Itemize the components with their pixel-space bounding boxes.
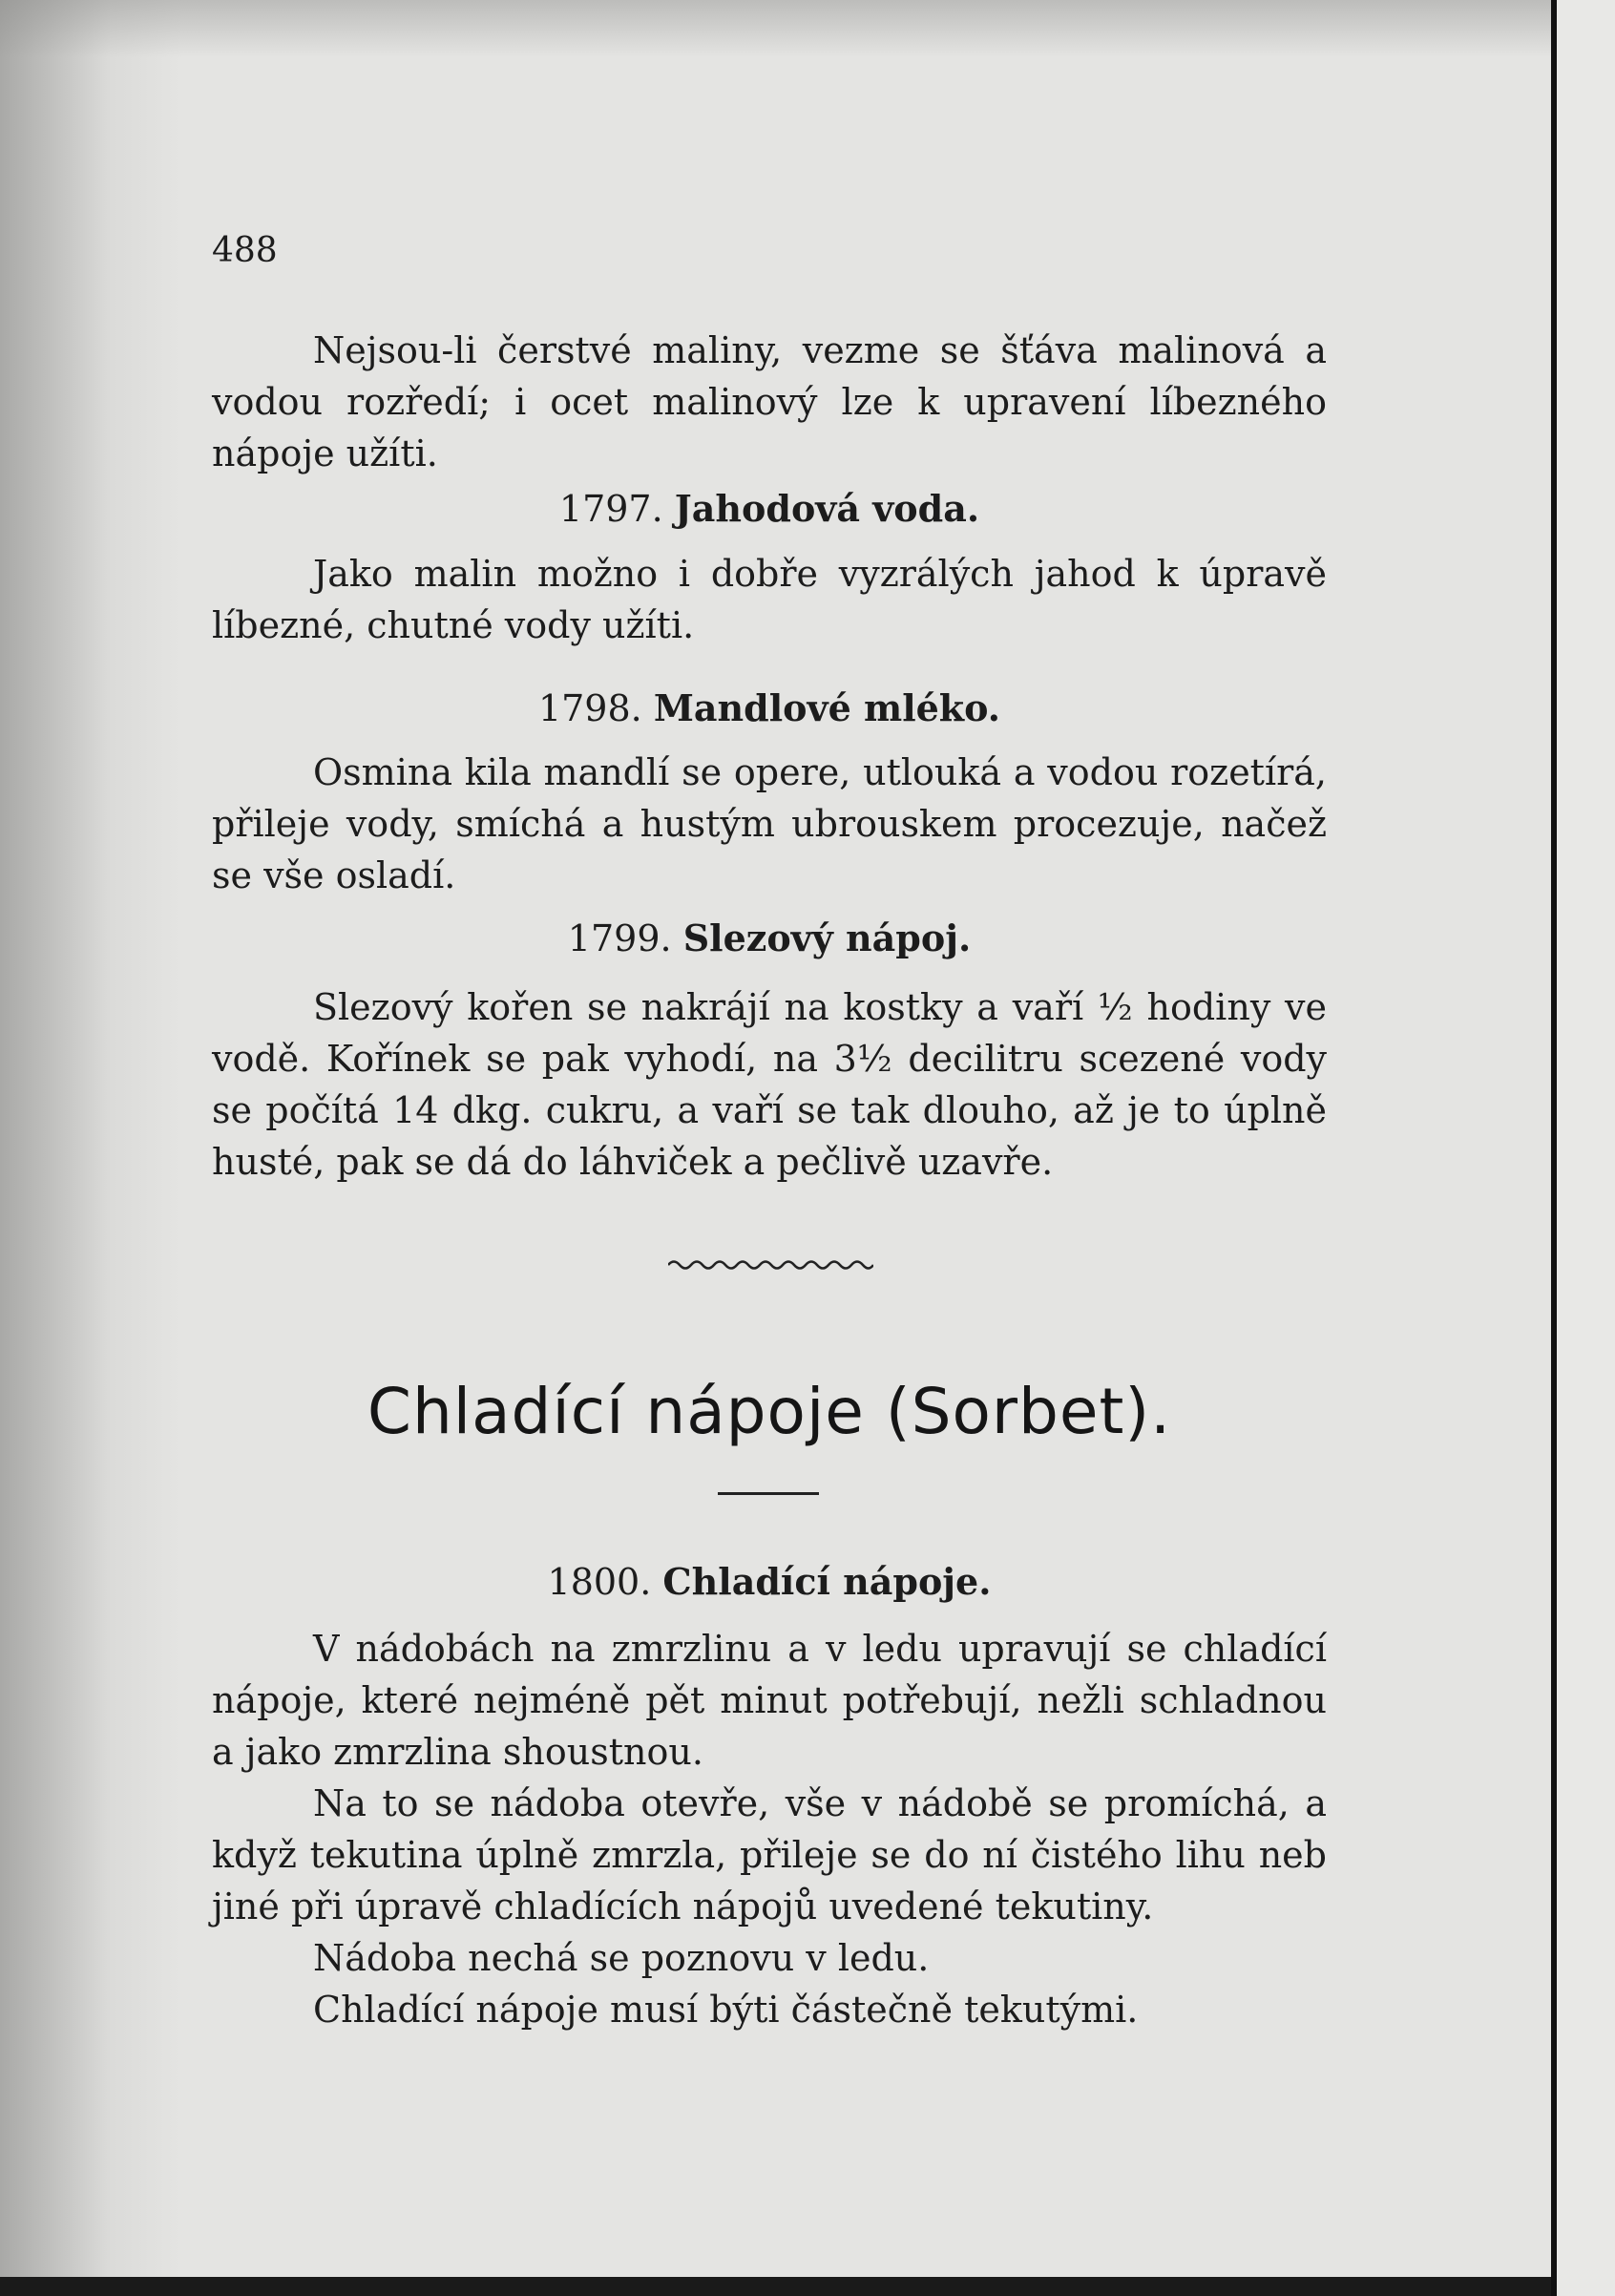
page-number: 488 <box>212 231 278 270</box>
recipe-1798-number: 1798. <box>537 687 642 729</box>
page-edge-right <box>1551 0 1615 2296</box>
recipe-1797-number: 1797. <box>558 488 663 530</box>
recipe-1798-heading <box>212 683 1327 734</box>
recipe-1800-body <box>212 1623 1327 2035</box>
recipe-1799-heading <box>212 913 1327 964</box>
intro-paragraph: Nejsou-li čerstvé maliny, vezme se šťáva malinová a vodou rozředí; i ocet malinový lze k upravení líbezného nápoje užíti. <box>212 329 1327 474</box>
recipe-1800-paragraph-1: V nádobách na zmrzlinu a v ledu upravují se chladící nápoje, které nejméně pět minut potřebují, nežli schladnou a jako zmrzlina shoustnou. <box>212 1628 1327 1773</box>
page-edge-rule <box>1551 0 1557 2296</box>
recipe-1797-body <box>212 548 1327 651</box>
recipe-1797-paragraph: Jako malin možno i dobře vyzrálých jahod k úpravě líbezné, chutné vody užíti. <box>212 553 1327 646</box>
intro-block <box>212 325 1327 479</box>
recipe-1799-paragraph: Slezový kořen se nakrájí na kostky a vaří ½ hodiny ve vodě. Kořínek se pak vyhodí, na 3½ decilitru scezené vody se počítá 14 dkg. cukru, a vaří se tak dlouho, až je to úplně husté, pak se dá do láhviček a pečlivě uzavře. <box>212 986 1327 1183</box>
recipe-1800-line-1: Nádoba nechá se poznovu v ledu. <box>313 1937 930 1979</box>
recipe-1798-title: Mandlové mléko. <box>653 686 1001 729</box>
recipe-1800-heading <box>212 1556 1327 1608</box>
recipe-1799-number: 1799. <box>567 917 672 959</box>
recipe-1799-body <box>212 981 1327 1188</box>
recipe-1799-title: Slezový nápoj. <box>682 916 972 959</box>
recipe-1797-heading <box>212 483 1327 535</box>
section-title: Chladící nápoje (Sorbet). <box>367 1375 1172 1448</box>
recipe-1797-title: Jahodová voda. <box>674 487 980 530</box>
recipe-1798-paragraph: Osmina kila mandlí se opere, utlouká a vodou rozetírá, přileje vody, smíchá a hustým ubrouskem procezuje, načež se vše osladí. <box>212 751 1327 896</box>
recipe-1800-paragraph-2: Na to se nádoba otevře, vše v nádobě se promíchá, a když tekutina úplně zmrzla, přileje se do ní čistého lihu neb jiné při úpravě chladících nápojů uvedené tekutiny. <box>212 1782 1327 1927</box>
recipe-1800-number: 1800. <box>547 1561 652 1603</box>
recipe-1798-body <box>212 747 1327 901</box>
section-divider-rule <box>718 1492 819 1495</box>
page-edge-bottom <box>0 2277 1551 2296</box>
wavy-divider-ornament <box>668 1258 873 1272</box>
recipe-1800-line-2: Chladící nápoje musí býti částečně tekutými. <box>313 1989 1139 2031</box>
recipe-1800-title: Chladící nápoje. <box>662 1560 992 1603</box>
